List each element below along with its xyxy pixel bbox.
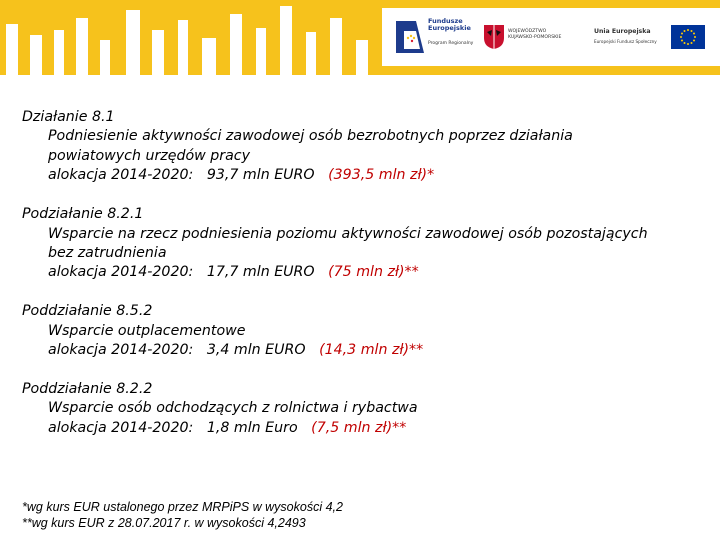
allocation-pln: (14,3 mln zł)**	[319, 342, 424, 359]
block-heading: Poddziałanie 8.2.2	[22, 380, 153, 397]
banner-decoration	[230, 14, 242, 75]
block-heading: Działanie 8.1	[22, 109, 115, 125]
allocation-label: alokacja 2014-2020:	[48, 264, 194, 281]
allocation-label: alokacja 2014-2020:	[48, 167, 194, 184]
ue-logo-subtitle: Europejski Fundusz Społeczny	[594, 39, 657, 44]
kujawsko-pomorskie-crest-icon	[483, 24, 505, 50]
fundusze-logo-text: Fundusze Europejskie	[428, 17, 471, 32]
block-heading: Poddziałanie 8.5.2	[22, 303, 153, 320]
fundusze-europejskie-logo-icon	[396, 21, 424, 53]
footnote: *wg kurs EUR ustalonego przez MRPiPS w wysokości 4,2	[22, 500, 343, 514]
fundusze-logo-subtitle: Program Regionalny	[428, 41, 474, 46]
footnotes	[22, 499, 343, 531]
allocation-label: alokacja 2014-2020:	[48, 342, 194, 359]
banner-decoration	[76, 18, 88, 75]
banner-decoration	[280, 6, 292, 75]
banner-decoration	[330, 18, 342, 75]
block-description: Podniesienie aktywności zawodowej osób bezrobotnych poprzez działania	[48, 128, 573, 145]
header-banner	[0, 0, 720, 75]
allocation-block-8-1	[22, 108, 712, 186]
allocation-list	[22, 108, 712, 458]
block-heading: Podziałanie 8.2.1	[22, 206, 144, 223]
allocation-block-8-5-2	[22, 302, 712, 360]
allocation-label: alokacja 2014-2020:	[48, 419, 194, 436]
allocation-line	[22, 341, 712, 360]
banner-decoration	[30, 35, 42, 75]
footnote: **wg kurs EUR z 28.07.2017 r. w wysokości 4,2493	[22, 516, 306, 530]
banner-decoration	[54, 30, 64, 75]
allocation-block-8-2-1	[22, 205, 712, 283]
banner-decoration	[126, 10, 140, 75]
wojewodztwo-logo-text: WOJEWÓDZTWO KUJAWSKO-POMORSKIE	[508, 29, 562, 40]
banner-decoration	[256, 28, 266, 75]
allocation-euro: 1,8 mln Euro	[206, 419, 298, 436]
banner-decoration	[6, 24, 18, 75]
allocation-pln: (393,5 mln zł)*	[328, 167, 435, 184]
allocation-euro: 17,7 mln EURO	[206, 264, 315, 281]
banner-decoration	[152, 30, 164, 75]
block-description: Wsparcie osób odchodzących z rolnictwa i rybactwa	[48, 400, 418, 417]
allocation-pln: (75 mln zł)**	[328, 264, 419, 281]
block-description: bez zatrudnienia	[48, 244, 167, 261]
logo-strip	[382, 8, 720, 66]
allocation-euro: 3,4 mln EURO	[206, 342, 306, 359]
block-description: Wsparcie outplacementowe	[48, 322, 246, 339]
banner-decoration	[356, 40, 368, 75]
block-description: powiatowych urzędów pracy	[48, 147, 250, 164]
allocation-line	[22, 166, 712, 185]
eu-flag-icon	[671, 25, 705, 49]
allocation-block-8-2-2	[22, 380, 712, 438]
banner-decoration	[178, 20, 188, 75]
allocation-line	[22, 263, 712, 282]
ue-logo-title: Unia Europejska	[594, 28, 651, 35]
banner-decoration	[100, 40, 110, 75]
block-description: Wsparcie na rzecz podniesienia poziomu aktywności zawodowej osób pozostających	[48, 225, 648, 242]
allocation-line	[22, 419, 712, 438]
allocation-pln: (7,5 mln zł)**	[311, 419, 407, 436]
allocation-euro: 93,7 mln EURO	[206, 167, 315, 184]
banner-decoration	[306, 32, 316, 75]
banner-decoration	[202, 38, 216, 75]
